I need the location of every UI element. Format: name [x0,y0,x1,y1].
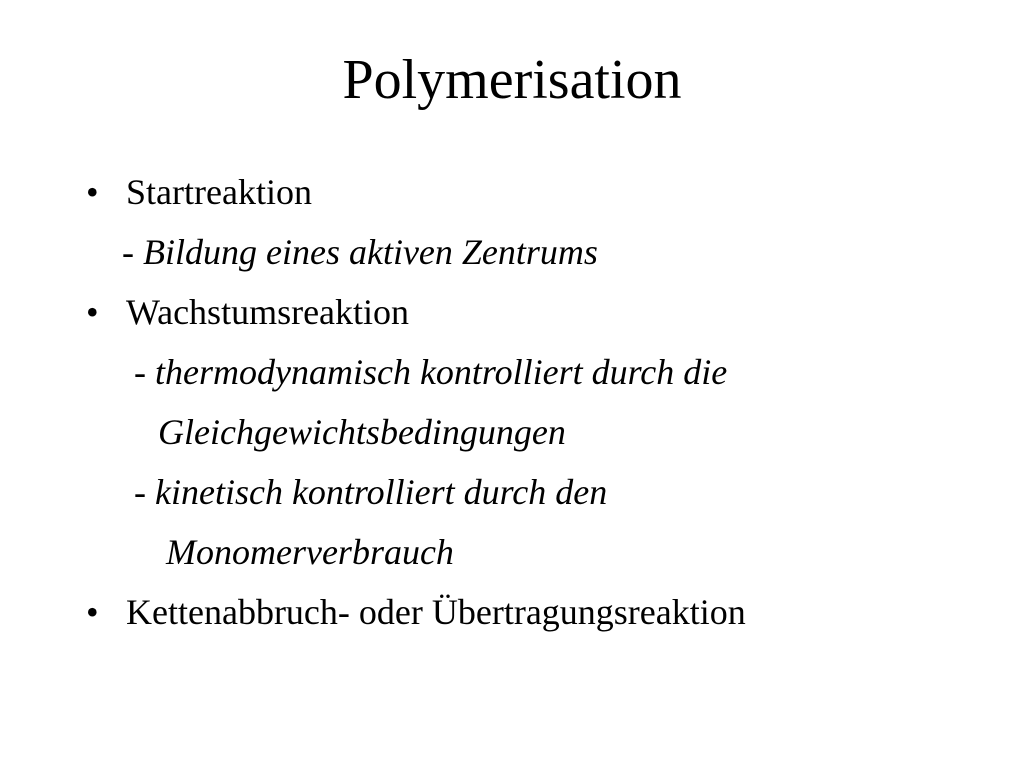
bullet-icon: • [86,172,99,212]
slide-title: Polymerisation [342,49,682,111]
bullet-icon: • [86,292,99,332]
sub-item-continuation-gleichgewicht: Gleichgewichtsbedingungen [158,412,566,452]
sub-item-text: kinetisch kontrolliert durch den [155,472,608,512]
sub-item-continuation-monomer: Monomerverbrauch [166,532,454,572]
dash-marker: - [122,232,143,272]
bullet-startreaktion: Startreaktion [126,172,312,212]
sub-item-thermodynamisch [134,350,727,394]
dash-marker: - [134,472,155,512]
bullet-wachstumsreaktion: Wachstumsreaktion [126,292,410,332]
sub-item-text: Bildung eines aktiven Zentrums [143,232,598,272]
bullet-icon: • [86,592,99,632]
sub-item-text: thermodynamisch kontrolliert durch die [155,352,728,392]
sub-item-bildung [122,230,598,274]
bullet-kettenabbruch: Kettenabbruch- oder Übertragungsreaktion [126,592,746,632]
dash-marker: - [134,352,155,392]
sub-item-kinetisch [134,470,607,514]
